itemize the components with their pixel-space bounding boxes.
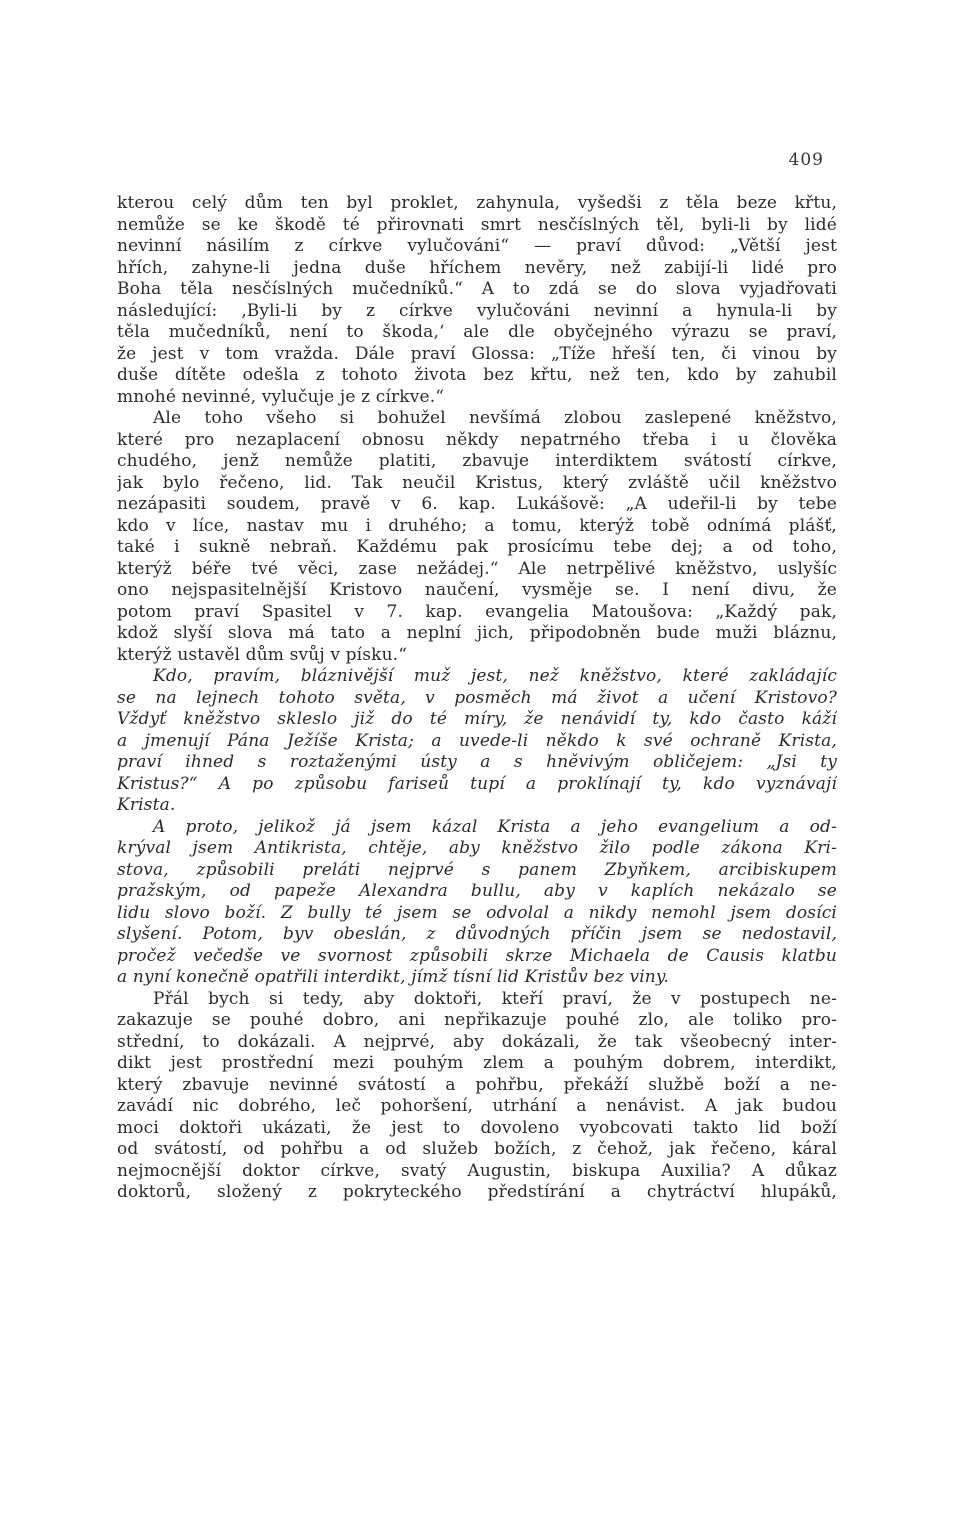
text-line: Kdo, pravím, bláznivější muž jest, než kněžstvo, které zakládajíc <box>153 666 837 686</box>
text-line: Přál bych si tedy, aby doktoři, kteří praví, že v postupech ne- <box>153 988 837 1009</box>
text-line: jak bylo řečeno, lid. Tak neučil Kristus, který zvláště učil kněžstvo <box>117 472 837 493</box>
text-line: potom praví Spasitel v 7. kap. evangelia Matoušova: „Každý pak, <box>117 601 837 622</box>
page-number: 409 <box>788 150 824 170</box>
text-line: zakazuje se pouhé dobro, ani nepřikazuje pouhé zlo, ale toliko pro- <box>117 1010 837 1030</box>
text-line: duše dítěte odešla z tohoto života bez křtu, než ten, kdo by zahubil <box>117 365 837 385</box>
text-line: také i sukně nebraň. Každému pak prosícímu tebe dej; a od toho, <box>117 537 837 557</box>
text-line: nezápasiti soudem, pravě v 6. kap. Lukášově: „A udeřil-li by tebe <box>117 494 837 514</box>
italic-paragraph <box>117 666 837 817</box>
text-line: moci doktoři ukázati, že jest to dovoleno vyobcovati takto lid boží <box>117 1117 837 1138</box>
paragraph <box>117 193 837 408</box>
text-line: těla mučedníků, není to škoda,‘ ale dle obyčejného výrazu se praví, <box>117 322 837 342</box>
text-line: dikt jest prostřední mezi pouhým zlem a pouhým dobrem, interdikt, <box>117 1053 837 1073</box>
text-line: kdo v líce, nastav mu i druhého; a tomu, kterýž tobě odnímá plášť, <box>117 515 837 536</box>
text-line: Vždyť kněžstvo skleslo již do té míry, že nenávidí ty, kdo často káží <box>117 709 837 729</box>
paragraph <box>117 408 837 666</box>
text-line: a jmenují Pána Ježíše Krista; a uvede-li někdo k své ochraně Krista, <box>117 730 837 751</box>
text-line: nejmocnější doktor církve, svatý Augustin, biskupa Auxilia? A důkaz <box>117 1160 837 1181</box>
text-line: lidu slovo boží. Z bully té jsem se odvolal a nikdy nemohl jsem dosíci <box>117 902 837 923</box>
text-line: následující: ‚Byli-li by z církve vylučováni nevinní a hynula-li by <box>117 300 837 321</box>
text-line: slyšení. Potom, byv obeslán, z důvodných příčin jsem se nedostavil, <box>117 924 837 944</box>
text-line: nemůže se ke škodě té přirovnati smrt nesčíslných těl, byli-li by lidé <box>117 214 837 235</box>
text-line: který zbavuje nevinné svátostí a pohřbu, překáží službě boží a ne- <box>117 1074 837 1095</box>
text-line: krýval jsem Antikrista, chtěje, aby kněžstvo žilo podle zákona Kri- <box>117 838 837 858</box>
text-line: se na lejnech tohoto světa, v posměch má život a učení Kristovo? <box>117 687 837 708</box>
text-line: Krista. <box>117 795 176 815</box>
body-text <box>117 193 837 1204</box>
text-line: že jest v tom vražda. Dále praví Glossa: „Tíže hřeší ten, či vinou by <box>117 343 837 364</box>
text-line: zavádí nic dobrého, leč pohoršení, utrhání a nenávist. A jak budou <box>117 1096 837 1116</box>
text-line: které pro nezaplacení obnosu někdy nepatrného třeba i u člověka <box>117 429 837 450</box>
text-line: praví ihned s roztaženými ústy a s hněvivým obličejem: „Jsi ty <box>117 752 837 772</box>
text-line: stova, způsobili preláti nejprvé s panem Zbyňkem, arcibiskupem <box>117 859 837 880</box>
text-line: a nyní konečně opatřili interdikt, jímž tísní lid Kristův bez viny. <box>117 967 669 987</box>
text-line: Kristus?“ A po způsobu fariseů tupí a proklínají ty, kdo vyznávají <box>117 773 837 794</box>
text-line: pražským, od papeže Alexandra bullu, aby v kaplích nekázalo se <box>117 881 837 901</box>
text-line: kdož slyší slova má tato a neplní jich, připodobněn bude muži bláznu, <box>117 623 837 643</box>
text-line: mnohé nevinné, vylučuje je z církve.“ <box>117 386 445 407</box>
text-line: střední, to dokázali. A nejprvé, aby dokázali, že tak všeobecný inter- <box>117 1031 837 1052</box>
text-line: Ale toho všeho si bohužel nevšímá zlobou zaslepené kněžstvo, <box>153 408 837 428</box>
paragraph <box>117 989 837 1204</box>
text-line: A proto, jelikož já jsem kázal Krista a jeho evangelium a od- <box>153 816 837 837</box>
text-line: Boha těla nesčíslných mučedníků.“ A to zdá se do slova vyjadřovati <box>117 279 837 299</box>
text-line: kterýž ustavěl dům svůj v písku.“ <box>117 644 408 665</box>
text-line: ono nejspasitelnější Kristovo naučení, vysměje se. I není divu, že <box>117 580 837 600</box>
text-line: pročež večedše ve svornost způsobili skrze Michaela de Causis klatbu <box>117 945 837 966</box>
text-line: nevinní násilím z církve vylučováni“ — praví důvod: „Větší jest <box>117 236 837 256</box>
italic-paragraph <box>117 817 837 989</box>
text-line: hřích, zahyne-li jedna duše hříchem nevěry, než zabijí-li lidé pro <box>117 257 837 278</box>
text-line: chudého, jenž nemůže platiti, zbavuje interdiktem svátostí církve, <box>117 451 837 471</box>
text-line: kterýž béře tvé věci, zase nežádej.“ Ale netrpělivé kněžstvo, uslyšíc <box>117 558 837 579</box>
text-line: od svátostí, od pohřbu a od služeb božích, z čehož, jak řečeno, káral <box>117 1139 837 1159</box>
text-line: doktorů, složený z pokryteckého předstírání a chytráctví hlupáků, <box>117 1182 837 1202</box>
text-line: kterou celý dům ten byl proklet, zahynula, vyšedši z těla beze křtu, <box>117 193 837 213</box>
